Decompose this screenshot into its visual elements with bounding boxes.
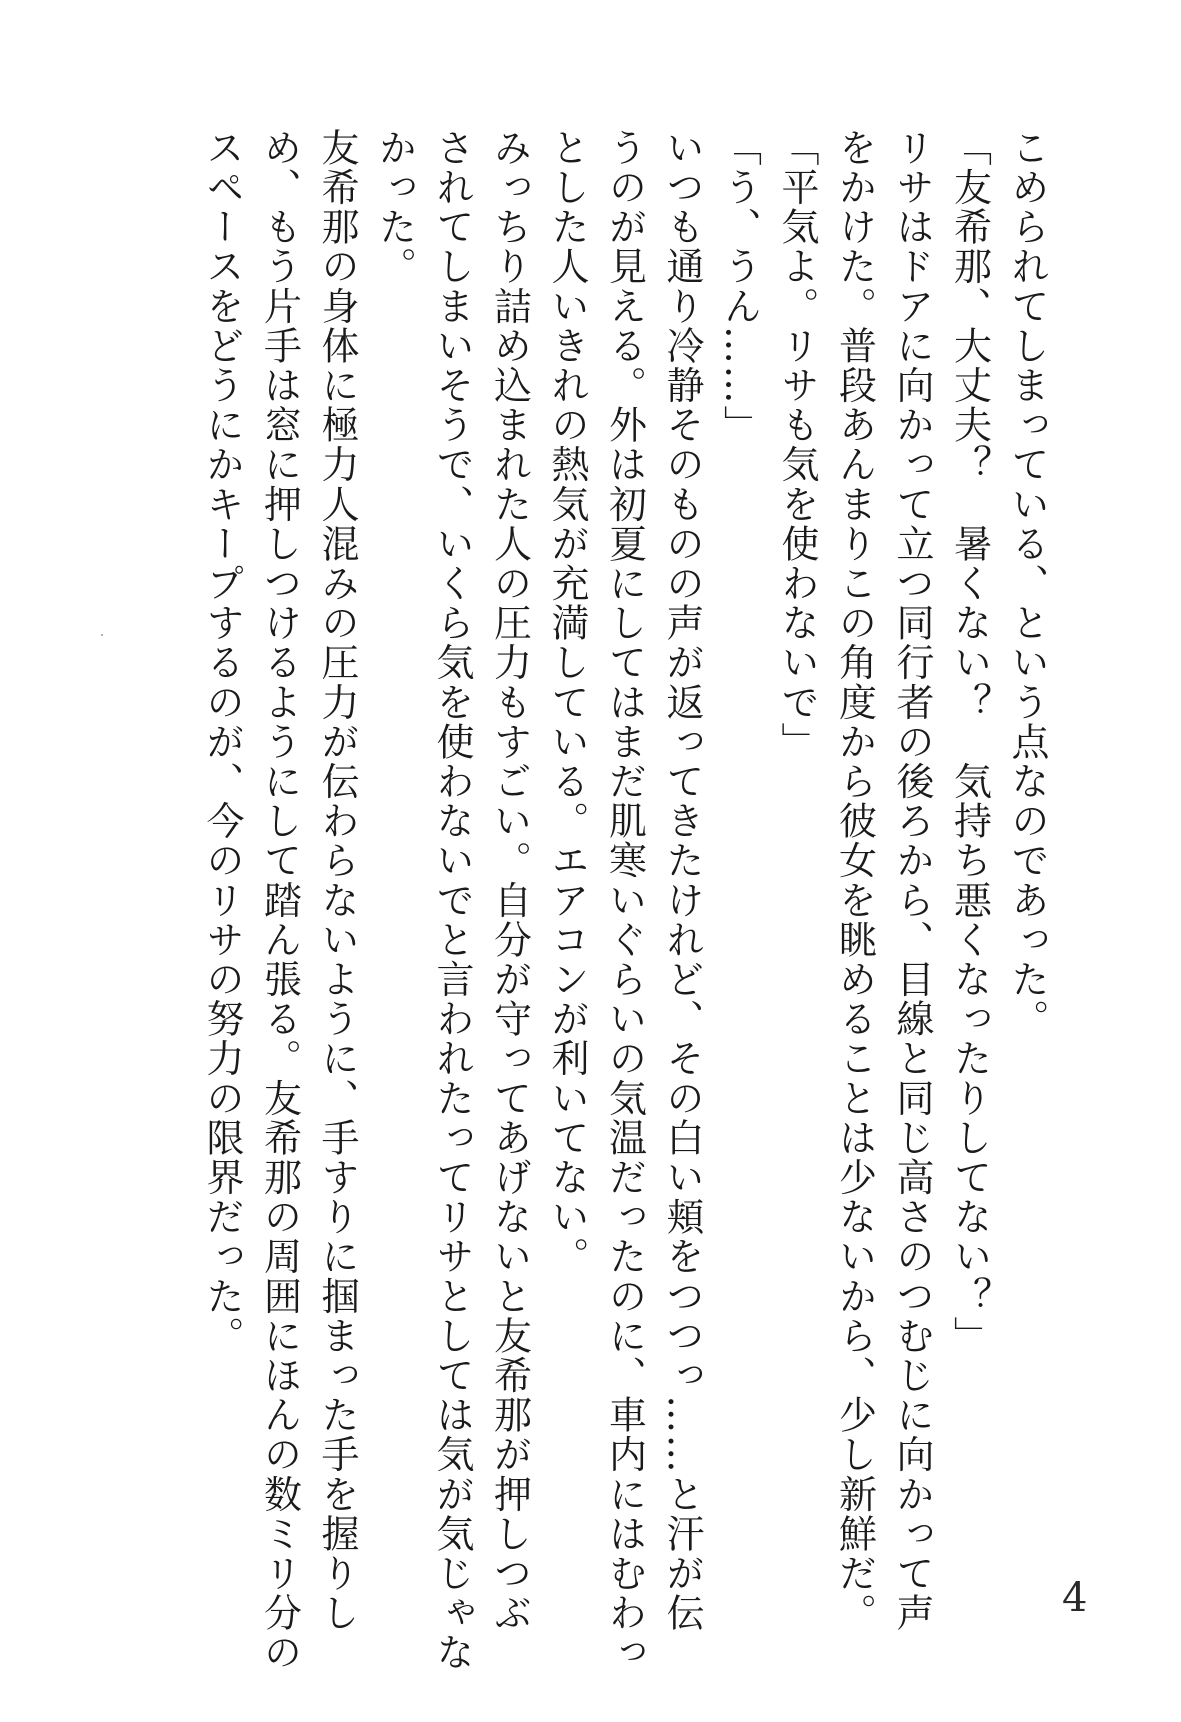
vertical-text-body bbox=[193, 128, 1056, 1673]
text-line: 「う、うん……」 bbox=[717, 128, 762, 445]
text-line: とした人いきれの熱気が充満している。エアコンが利いてない。 bbox=[545, 128, 589, 1277]
text-line: かった。 bbox=[372, 128, 417, 287]
text-line: スペースをどうにかキープするのが、今のリサの努力の限界だった。 bbox=[200, 128, 244, 1356]
text-line: こめられてしまっている、という点なのであった。 bbox=[1005, 128, 1049, 1039]
text-line: 「平気よ。リサも気を使わないで」 bbox=[775, 128, 819, 762]
page-number: 4 bbox=[1062, 1575, 1088, 1621]
text-line: め、もう片手は窓に押しつけるようにして踏ん張る。友希那の周囲にほんの数ミリ分の bbox=[257, 128, 302, 1673]
text-line: 「友希那、大丈夫？ 暑くない？ 気持ち悪くなったりしてない？」 bbox=[947, 128, 992, 1356]
text-line: 友希那の身体に極力人混みの圧力が伝わらないように、手すりに掴まった手を握りし bbox=[315, 128, 359, 1633]
text-line: をかけた。普段あんまりこの角度から彼女を眺めることは少ないから、少し新鮮だ。 bbox=[832, 128, 877, 1633]
text-line: リサはドアに向かって立つ同行者の後ろから、目線と同じ高さのつむじに向かって声 bbox=[890, 128, 934, 1633]
scan-speck bbox=[101, 634, 103, 636]
text-line: うのが見える。外は初夏にしてはまだ肌寒いぐらいの気温だったのに、車内にはむわっ bbox=[602, 128, 647, 1673]
text-line: いつも通り冷静そのものの声が返ってきたけれど、その白い頬をつつっ……と汗が伝 bbox=[660, 128, 704, 1633]
text-line: されてしまいそうで、いくら気を使わないでと言われたってリサとしては気が気じゃな bbox=[430, 128, 474, 1673]
text-line: みっちり詰め込まれた人の圧力もすごい。自分が守ってあげないと友希那が押しつぶ bbox=[487, 128, 532, 1633]
